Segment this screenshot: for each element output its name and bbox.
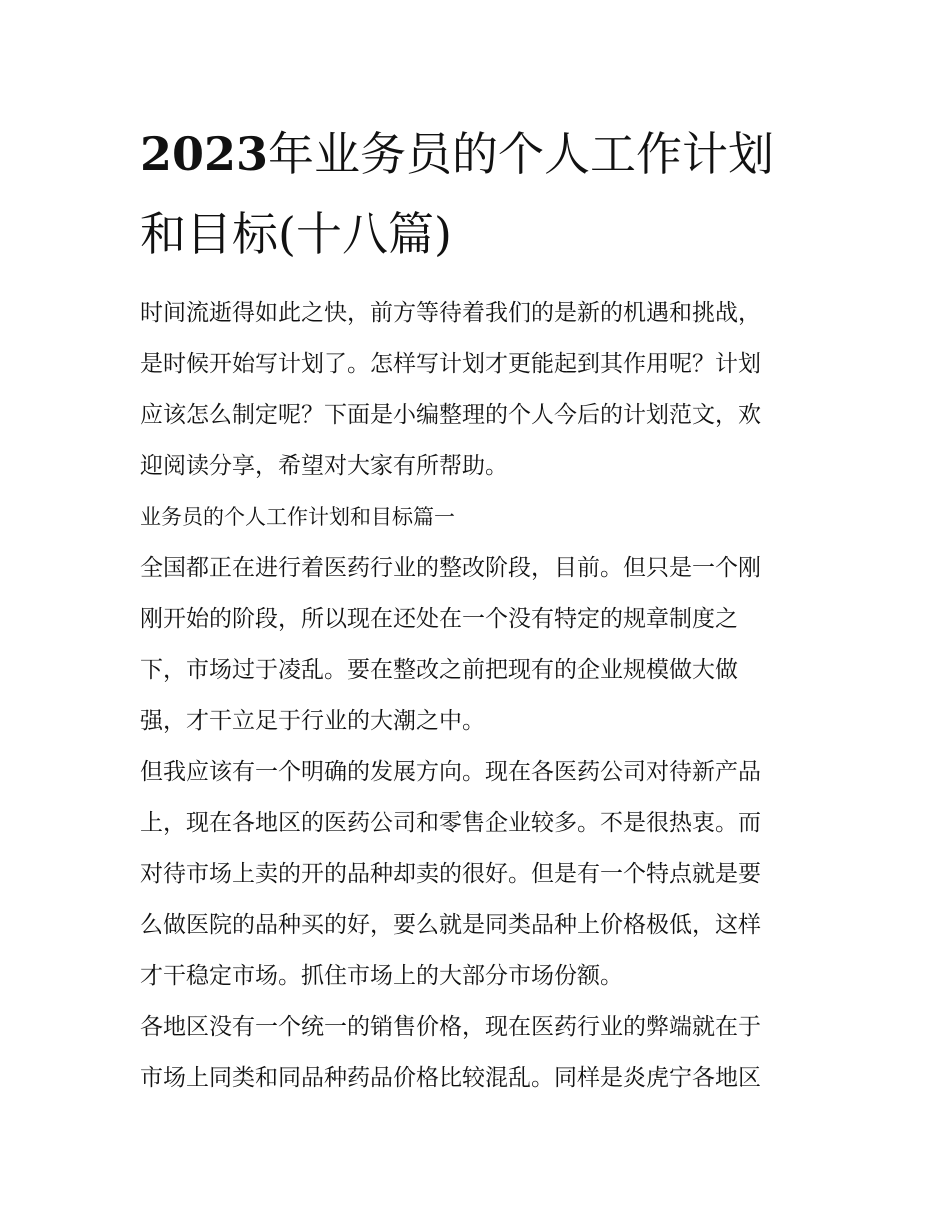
- intro-paragraph: [140, 288, 812, 492]
- intro-line: 是时候开始写计划了。怎样写计划才更能起到其作用呢？计划: [140, 351, 761, 377]
- intro-line: 时间流逝得如此之快，前方等待着我们的是新的机遇和挑战，: [140, 300, 761, 326]
- body-line: 全国都正在进行着医药行业的整改阶段，目前。但只是一个刚: [140, 555, 761, 581]
- body-paragraph: [140, 747, 812, 1002]
- body-line: 上，现在各地区的医药公司和零售企业较多。不是很热衷。而: [140, 810, 761, 836]
- body-line: 强，才干立足于行业的大潮之中。: [140, 708, 485, 734]
- title-line-2: 和目标(十八篇): [140, 207, 452, 261]
- document-title: [140, 114, 812, 274]
- section-heading: 业务员的个人工作计划和目标篇一: [140, 505, 455, 529]
- body-line: 市场上同类和同品种药品价格比较混乱。同样是炎虎宁各地区: [140, 1065, 761, 1091]
- body-paragraph: [140, 1002, 812, 1104]
- intro-line: 迎阅读分享，希望对大家有所帮助。: [140, 453, 508, 479]
- intro-line: 应该怎么制定呢？下面是小编整理的个人今后的计划范文，欢: [140, 402, 761, 428]
- body-line: 对待市场上卖的开的品种却卖的很好。但是有一个特点就是要: [140, 861, 761, 887]
- title-line-1: [140, 114, 812, 194]
- body-paragraph: [140, 543, 812, 747]
- body-line: 刚开始的阶段，所以现在还处在一个没有特定的规章制度之: [140, 606, 738, 632]
- body-line: 但我应该有一个明确的发展方向。现在各医药公司对待新产品: [140, 759, 761, 785]
- title-line-1-text: 年业务员的个人工作计划: [268, 127, 775, 181]
- body-line: 下，市场过于凌乱。要在整改之前把现有的企业规模做大做: [140, 657, 738, 683]
- document-body: [140, 288, 812, 1104]
- body-line: 各地区没有一个统一的销售价格，现在医药行业的弊端就在于: [140, 1014, 761, 1040]
- body-line: 么做医院的品种买的好，要么就是同类品种上价格极低，这样: [140, 912, 761, 938]
- title-year: 2023: [140, 127, 269, 181]
- body-line: 才干稳定市场。抓住市场上的大部分市场份额。: [140, 963, 623, 989]
